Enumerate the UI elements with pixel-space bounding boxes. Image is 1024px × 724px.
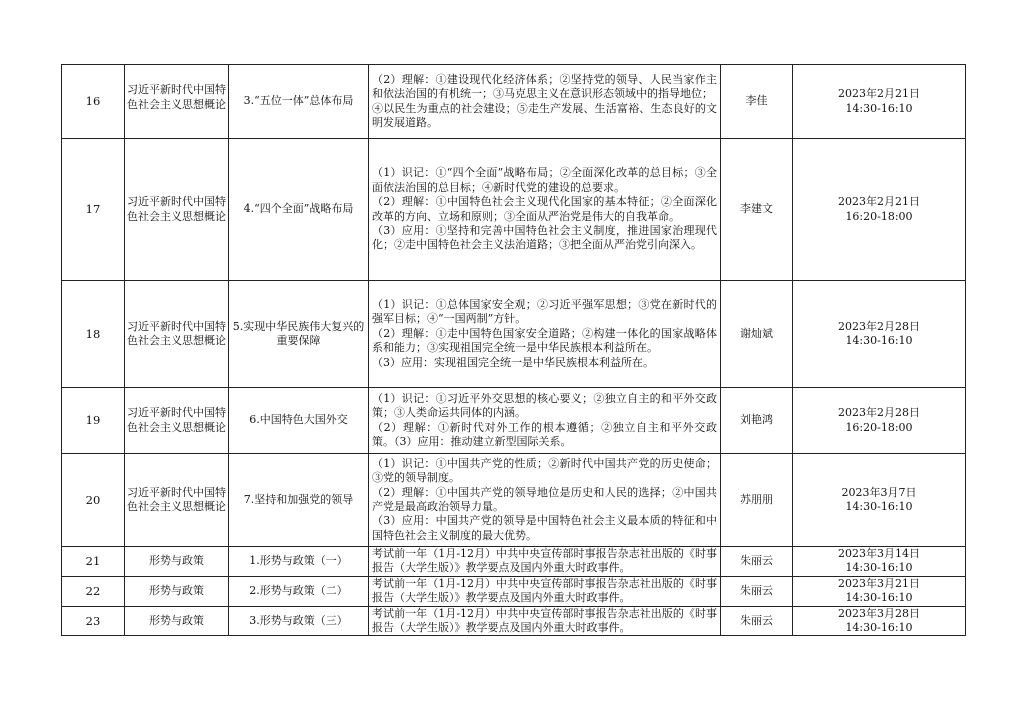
row-number: 20 xyxy=(62,454,125,547)
table-row xyxy=(62,281,966,388)
date: 2023年2月21日 xyxy=(838,195,920,209)
content-line: 考试前一年（1月-12月）中共中央宣传部时事报告杂志社出版的《时事报告（大学生版）》教学要点及国内外重大时政事件。 xyxy=(372,547,717,575)
date: 2023年3月21日 xyxy=(838,576,920,590)
topic: 3.“五位一体”总体布局 xyxy=(229,65,369,139)
content-line: （3）应用：①坚持和完善中国特色社会主义制度，推进国家治理现代化；②走中国特色社会主义法治道路；③把全面从严治党引向深入。 xyxy=(372,223,717,252)
teacher-name: 李佳 xyxy=(721,65,793,139)
row-number: 16 xyxy=(62,65,125,139)
teacher-name: 苏朋朋 xyxy=(721,454,793,547)
content-line: （2）理解：①走中国特色国家安全道路；②构建一体化的国家战略体系和能力；③实现祖国完全统一是中华民族根本利益所在。 xyxy=(372,326,717,355)
content-cell xyxy=(369,281,721,388)
schedule-time xyxy=(793,65,966,139)
content-line: （1）识记：①总体国家安全观；②习近平强军思想；③党在新时代的强军目标；④“一国两制”方针。 xyxy=(372,297,717,326)
table-row xyxy=(62,65,966,139)
time-range: 14:30-16:10 xyxy=(845,334,913,347)
row-number: 17 xyxy=(62,139,125,281)
time-range: 16:20-18:00 xyxy=(845,209,913,223)
time-range: 16:20-18:00 xyxy=(845,420,913,434)
teacher-name: 刘艳鸿 xyxy=(721,388,793,454)
date: 2023年3月14日 xyxy=(838,547,920,560)
time-range: 14:30-16:10 xyxy=(845,561,913,575)
row-number: 21 xyxy=(62,547,125,577)
schedule-time xyxy=(793,388,966,454)
course-name: 形势与政策 xyxy=(125,606,229,636)
row-number: 19 xyxy=(62,388,125,454)
schedule-time xyxy=(793,281,966,388)
content-cell xyxy=(369,388,721,454)
row-number: 18 xyxy=(62,281,125,388)
table-row xyxy=(62,606,966,636)
topic: 4.“四个全面”战略布局 xyxy=(229,139,369,281)
content-line: （2）理解：①建设现代化经济体系；②坚持党的领导、人民当家作主和依法治国的有机统一；③马克思主义在意识形态领域中的指导地位； xyxy=(372,72,717,101)
content-line: （3）应用：实现祖国完全统一是中华民族根本利益所在。 xyxy=(372,355,654,369)
course-name: 习近平新时代中国特色社会主义思想概论 xyxy=(125,65,229,139)
course-name: 形势与政策 xyxy=(125,576,229,606)
content-line: （2）理解：①新时代对外工作的根本遵循；②独立自主和平外交政策。（3）应用：推动建立新型国际关系。 xyxy=(372,420,717,448)
topic: 6.中国特色大国外交 xyxy=(229,388,369,454)
content-line: （2）理解：①中国共产党的领导地位是历史和人民的选择；②中国共产党是最高政治领导力量。 xyxy=(372,485,717,513)
content-line: （3）应用：中国共产党的领导是中国特色社会主义最本质的特征和中国特色社会主义制度的最大优势。 xyxy=(372,514,717,542)
topic: 1.形势与政策（一） xyxy=(229,547,369,577)
table-row xyxy=(62,576,966,606)
course-name: 习近平新时代中国特色社会主义思想概论 xyxy=(125,454,229,547)
schedule-time xyxy=(793,139,966,281)
schedule-time xyxy=(793,454,966,547)
date: 2023年3月7日 xyxy=(841,485,917,499)
content-cell xyxy=(369,606,721,636)
teacher-name: 朱丽云 xyxy=(721,606,793,636)
time-range: 14:30-16:10 xyxy=(845,500,913,513)
content-line: 考试前一年（1月-12月）中共中央宣传部时事报告杂志社出版的《时事报告（大学生版）》教学要点及国内外重大时政事件。 xyxy=(372,606,717,635)
schedule-time xyxy=(793,606,966,636)
time-range: 14:30-16:10 xyxy=(845,591,913,605)
date: 2023年2月28日 xyxy=(838,319,920,333)
schedule-time xyxy=(793,576,966,606)
content-line: （2）理解：①中国特色社会主义现代化国家的基本特征；②全面深化改革的方向、立场和原则；③全面从严治党是伟大的自我革命。 xyxy=(372,195,717,223)
course-name: 习近平新时代中国特色社会主义思想概论 xyxy=(125,281,229,388)
content-cell xyxy=(369,547,721,577)
teacher-name: 谢灿斌 xyxy=(721,281,793,388)
schedule-table xyxy=(61,64,966,636)
content-cell xyxy=(369,576,721,606)
content-cell xyxy=(369,139,721,281)
row-number: 23 xyxy=(62,606,125,636)
table-row xyxy=(62,139,966,281)
table-row xyxy=(62,388,966,454)
topic: 3.形势与政策（三） xyxy=(229,606,369,636)
date: 2023年3月28日 xyxy=(838,606,920,620)
content-line: ④以民生为重点的社会建设；⑤走生产发展、生活富裕、生态良好的文明发展道路。 xyxy=(372,101,717,129)
topic: 5.实现中华民族伟大复兴的重要保障 xyxy=(229,281,369,388)
row-number: 22 xyxy=(62,576,125,606)
table-row xyxy=(62,454,966,547)
course-name: 形势与政策 xyxy=(125,547,229,577)
content-cell xyxy=(369,454,721,547)
content-line: （1）识记：①中国共产党的性质；②新时代中国共产党的历史使命；③党的领导制度。 xyxy=(372,456,717,485)
time-range: 14:30-16:10 xyxy=(845,101,913,115)
schedule-time xyxy=(793,547,966,577)
content-line: 考试前一年（1月-12月）中共中央宣传部时事报告杂志社出版的《时事报告（大学生版）》教学要点及国内外重大时政事件。 xyxy=(372,576,717,605)
course-name: 习近平新时代中国特色社会主义思想概论 xyxy=(125,388,229,454)
teacher-name: 李建文 xyxy=(721,139,793,281)
topic: 7.坚持和加强党的领导 xyxy=(229,454,369,547)
content-line: （1）识记：①习近平外交思想的核心要义；②独立自主的和平外交政策；③人类命运共同体的内涵。 xyxy=(372,391,717,420)
teacher-name: 朱丽云 xyxy=(721,576,793,606)
teacher-name: 朱丽云 xyxy=(721,547,793,577)
course-name: 习近平新时代中国特色社会主义思想概论 xyxy=(125,139,229,281)
content-cell xyxy=(369,65,721,139)
topic: 2.形势与政策（二） xyxy=(229,576,369,606)
content-line: （1）识记：①“四个全面”战略布局；②全面深化改革的总目标；③全面依法治国的总目标；④新时代党的建设的总要求。 xyxy=(372,166,717,194)
date: 2023年2月28日 xyxy=(838,406,920,420)
time-range: 14:30-16:10 xyxy=(845,621,913,635)
table-row xyxy=(62,547,966,577)
date: 2023年2月21日 xyxy=(838,87,920,101)
